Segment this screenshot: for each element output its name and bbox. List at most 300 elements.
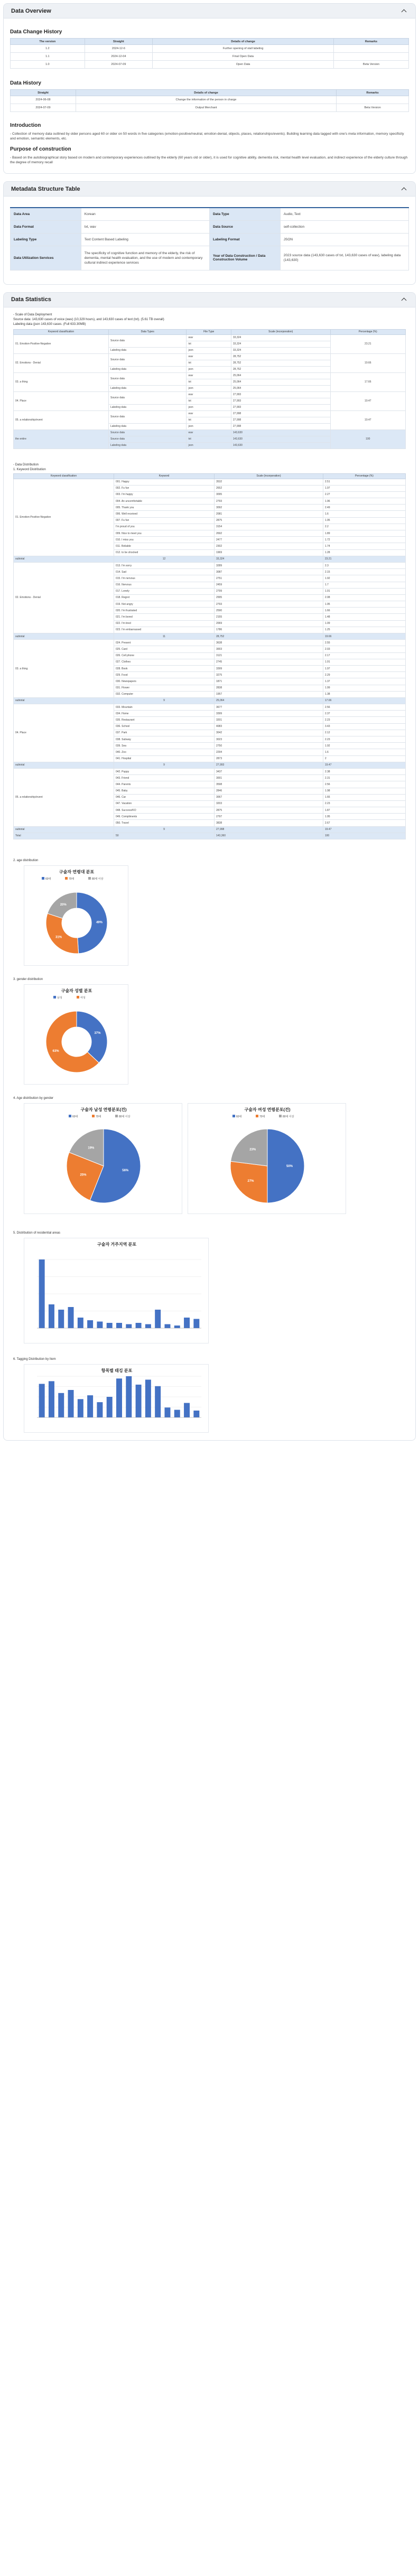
scale-line: Source data: 143,630 cases of voice (wav) (10,329 hours), and 143,630 cases of text (txt). (5.61 TB overall) — [13, 318, 164, 321]
percentage-cell: 1.95 — [323, 814, 405, 820]
percentage-cell: 1.96 — [323, 498, 405, 505]
scale-cell: 2294 — [215, 749, 323, 755]
scale-cell: 4083 — [215, 723, 323, 730]
scale-cell: 3677 — [215, 704, 323, 711]
table-cell: Final Open Data — [153, 53, 334, 61]
scale-cell: 2652 — [215, 485, 323, 491]
figure-title: 2. age distribution — [13, 859, 39, 862]
purpose-title: Purpose of construction — [10, 146, 71, 152]
chart-title: 항목별 태깅 분포 — [101, 1368, 133, 1373]
metadata-value: self-collection — [280, 220, 408, 233]
metadata-key: Year of Data Construction / Data Construction Volume — [209, 246, 280, 270]
subtotal-row — [14, 633, 406, 640]
percentage-cell: 1.98 — [323, 788, 405, 794]
bar — [184, 1403, 190, 1417]
file-type-cell: txt — [187, 417, 231, 423]
metadata-key: Data Area — [11, 208, 81, 220]
slice-label: 56% — [122, 1169, 129, 1172]
scale-cell: 27,993 — [231, 404, 330, 410]
keyword-cell: 029. Food — [114, 672, 215, 678]
scale-cell: 2799 — [215, 588, 323, 594]
total-cell: Total — [14, 833, 114, 839]
scale-cell: 2751 — [215, 575, 323, 582]
scale-cell: 27,993 — [231, 391, 330, 398]
data-type-cell: Source data — [109, 372, 187, 385]
bar — [155, 1386, 161, 1417]
subtotal-count: 12 — [114, 556, 215, 562]
subtotal-pct: 17.66 — [323, 697, 405, 704]
percentage-cell: 1.37 — [323, 678, 405, 685]
legend-swatch — [256, 1115, 258, 1117]
keyword-cell: 020. I'm frustrated — [114, 608, 215, 614]
bar — [97, 1402, 103, 1417]
keyword-cell: 045. Baby — [114, 788, 215, 794]
percentage-cell: 2.29 — [323, 672, 405, 678]
distribution-line: 1. Keyword Distribution — [13, 468, 46, 471]
scale-cell: 3154 — [215, 524, 323, 530]
percentage-cell: 1.48 — [323, 614, 405, 620]
keyword-class-cell: 05. a relationship/event — [14, 768, 114, 826]
table-row — [11, 45, 409, 53]
file-type-cell: json — [187, 347, 231, 353]
keyword-cell: 044. Parents — [114, 781, 215, 788]
keyword-cell: 037. Park — [114, 730, 215, 736]
bar — [39, 1384, 45, 1417]
metadata-key: Data Source — [209, 220, 280, 233]
percentage-cell: 1.91 — [323, 659, 405, 665]
metadata-section — [3, 181, 416, 285]
bar — [193, 1319, 199, 1329]
table-cell: Beta Version — [334, 61, 409, 69]
column-header: Remarks — [337, 90, 409, 96]
chart-title: 구술자 연령대 분포 — [59, 870, 95, 874]
keyword-cell: 050. Travel — [114, 820, 215, 826]
chevron-up-icon[interactable] — [401, 7, 408, 15]
keyword-cell: 003. I'm happy — [114, 491, 215, 498]
scale-table — [13, 329, 406, 449]
keyword-cell: 031. Flower — [114, 685, 215, 691]
keyword-class-cell: 05. a relationship/event — [14, 410, 109, 430]
table-cell: 1.0 — [11, 61, 85, 69]
legend-label: 60대 — [45, 878, 51, 881]
keyword-cell: 027. Clothes — [114, 659, 215, 665]
metadata-value: Korean — [81, 208, 209, 220]
percentage-cell: 1.97 — [323, 665, 405, 671]
keyword-class-cell: 04. Place — [14, 704, 114, 762]
scale-cell: 1786 — [215, 627, 323, 633]
keyword-cell: 011. Reliable — [114, 543, 215, 549]
bar — [126, 1376, 132, 1417]
scale-cell: 33,324 — [231, 341, 330, 347]
tagging-figure — [24, 1364, 209, 1433]
slice-label: 63% — [52, 1050, 59, 1053]
section-title: Data Overview — [11, 7, 51, 14]
keyword-cell: 006. Well received — [114, 511, 215, 517]
file-type-cell: wav — [187, 391, 231, 398]
file-type-cell: txt — [187, 379, 231, 385]
table-row — [14, 479, 406, 485]
metadata-row — [11, 233, 409, 246]
metadata-key: Data Format — [11, 220, 81, 233]
pie-slice — [77, 1011, 107, 1063]
percentage-cell: 2.23 — [323, 717, 405, 723]
bar — [174, 1410, 180, 1417]
scale-cell: 2995 — [215, 594, 323, 601]
keyword-class-cell: 03. a thing — [14, 372, 109, 391]
keyword-cell: 016. Nervous — [114, 582, 215, 588]
scale-cell: 28,752 — [231, 360, 330, 366]
chart-title: 구술자 거주지역 분포 — [97, 1242, 136, 1247]
keyword-cell: 025. Card — [114, 646, 215, 652]
subtotal-row — [14, 697, 406, 704]
bar — [39, 1259, 45, 1328]
male-age-pie-chart — [24, 1104, 183, 1215]
scale-cell: 3023 — [215, 736, 323, 743]
section-title: Metadata Structure Table — [11, 185, 80, 192]
subtotal-pct: 19.47 — [323, 762, 405, 768]
column-header: The version — [11, 39, 85, 45]
subtotal-row — [14, 556, 406, 562]
scale-cell: 28,752 — [231, 353, 330, 360]
figure-title: 5. Distribution of residential areas — [13, 1231, 61, 1235]
keyword-cell: 023. I'm embarrassed — [114, 627, 215, 633]
keyword-class-cell: 02. Emotions - Denial — [14, 353, 109, 372]
legend-label: 80대 이상 — [283, 1115, 294, 1118]
data-type-cell: Source data — [109, 436, 187, 442]
table-row — [11, 53, 409, 61]
bar — [174, 1326, 180, 1328]
column-header: Percentage (%) — [323, 473, 405, 479]
bar — [145, 1324, 151, 1329]
metadata-key: Labeling Type — [11, 233, 81, 246]
metadata-value: txt, wav — [81, 220, 209, 233]
keyword-cell: 014. Sad — [114, 569, 215, 575]
file-type-cell: wav — [187, 353, 231, 360]
column-header: Straight — [85, 39, 153, 45]
metadata-value: Audio, Text — [280, 208, 408, 220]
scale-cell: 2750 — [215, 743, 323, 749]
scale-cell: 2873 — [215, 755, 323, 762]
female-age-pie-chart — [188, 1104, 347, 1215]
scale-cell: 3087 — [215, 569, 323, 575]
total-cell: 100 — [323, 833, 405, 839]
data-type-cell: Labeling data — [109, 404, 187, 410]
scale-cell: 2745 — [215, 659, 323, 665]
subtotal-count: 9 — [114, 697, 215, 704]
scale-cell: 2793 — [215, 498, 323, 505]
slice-label: 31% — [55, 936, 62, 939]
data-history-table — [10, 89, 409, 112]
file-type-cell: json — [187, 404, 231, 410]
keyword-cell: 035. Restaurant — [114, 717, 215, 723]
bar — [58, 1310, 64, 1328]
keyword-class-cell: 01. Emotion-Positive-Negative — [14, 334, 109, 353]
bar — [126, 1324, 132, 1329]
keyword-cell: 009. Nice to meet you — [114, 530, 215, 537]
subtotal-pct: 19.66 — [323, 633, 405, 640]
column-header: Keyword classification — [14, 473, 114, 479]
scale-cell: 2692 — [215, 530, 323, 537]
scale-cell: 25,064 — [231, 379, 330, 385]
scale-cell: 3042 — [215, 730, 323, 736]
metadata-table — [10, 207, 409, 270]
bar — [164, 1407, 170, 1417]
percentage-cell: 2.51 — [323, 479, 405, 485]
percentage-cell: 2.49 — [323, 505, 405, 511]
metadata-header[interactable] — [4, 182, 415, 197]
age-pie-chart — [24, 866, 129, 966]
scale-cell: 143,630 — [231, 442, 330, 449]
subtotal-label: subtotal — [14, 826, 114, 833]
gender-distribution-figure — [24, 984, 128, 1085]
percentage-cell: 1.09 — [323, 620, 405, 627]
bar — [136, 1385, 142, 1417]
subtotal-count: 11 — [114, 633, 215, 640]
file-type-cell: wav — [187, 334, 231, 341]
figure-title: 4. Age distribution by gender — [13, 1097, 54, 1100]
bar — [87, 1320, 93, 1328]
slice-label: 19% — [88, 1146, 95, 1150]
scale-cell: 2302 — [215, 543, 323, 549]
scale-cell: 28,752 — [231, 366, 330, 372]
legend-label: 남성 — [57, 996, 62, 1000]
bar — [49, 1304, 54, 1328]
percentage-cell: 1.7 — [323, 582, 405, 588]
scale-cell: 2155 — [215, 614, 323, 620]
table-row — [14, 334, 406, 341]
column-header: Scale (incorporation) — [215, 473, 323, 479]
data-overview-header[interactable] — [4, 4, 415, 18]
percentage-cell: 2.56 — [323, 704, 405, 711]
bar — [164, 1324, 170, 1329]
column-header: Details of change — [153, 39, 334, 45]
data-type-cell: Labeling data — [109, 423, 187, 430]
percentage-cell: 2.3 — [323, 562, 405, 568]
scale-cell: 2875 — [215, 807, 323, 814]
pie-slice — [77, 892, 107, 954]
keyword-cell: 032. Computer — [114, 691, 215, 697]
figure-title: 3. gender distribution — [13, 978, 43, 981]
pie-slice — [46, 913, 79, 954]
chart-title: 구술자 성별 분포 — [61, 988, 92, 993]
column-header: Scale (incorporation) — [231, 329, 330, 334]
column-header: Keyword — [114, 473, 215, 479]
subtotal-pct: 23.21 — [323, 556, 405, 562]
purpose-text: - Based on the autobiographical story based on modern and contemporary experiences outlined by the elderly (60 years old or older), it is used for cognitive ability, dementia risk, mental health level evaluation, and indirect experience of the elderly culture through the degree of memory recall — [10, 156, 408, 164]
table-cell: Change the information of the person in charge — [76, 96, 336, 104]
scale-cell: 3001 — [215, 775, 323, 781]
legend-label: 80대 이상 — [92, 878, 104, 881]
scale-cell: 2081 — [215, 511, 323, 517]
keyword-cell: 022. I'm tired — [114, 620, 215, 627]
metadata-row — [11, 220, 409, 233]
legend-swatch — [42, 877, 44, 880]
data-type-cell: Labeling data — [109, 347, 187, 353]
keyword-cell: 012. to be shocked — [114, 549, 215, 556]
scale-cell: 1969 — [215, 549, 323, 556]
subtotal-scale: 28,752 — [215, 633, 323, 640]
change-history-table — [10, 38, 409, 69]
column-header: Percentage (%) — [330, 329, 405, 334]
bar — [155, 1310, 161, 1328]
statistics-header[interactable] — [4, 293, 415, 307]
slice-label: 50% — [286, 1165, 293, 1168]
scale-cell: 3203 — [215, 800, 323, 807]
legend-label: 70대 — [259, 1115, 265, 1118]
legend-swatch — [232, 1115, 235, 1117]
file-type-cell: wav — [187, 430, 231, 436]
metadata-value: JSON — [280, 233, 408, 246]
table-cell: 2024-12-6 — [85, 45, 153, 53]
keyword-cell: 019. Not angry — [114, 601, 215, 608]
keyword-class-cell: 02. Emotions - Denial — [14, 562, 114, 633]
scale-cell: 2875 — [215, 517, 323, 524]
table-row — [14, 410, 406, 417]
keyword-cell: 041. Hospital — [114, 755, 215, 762]
file-type-cell: wav — [187, 372, 231, 379]
keyword-cell: 026. Cell phone — [114, 652, 215, 659]
bar — [107, 1323, 113, 1328]
percentage-cell: 2.12 — [323, 730, 405, 736]
chart-title: 구술자 남성 연령분포(건) — [80, 1107, 127, 1112]
column-header: Details of change — [76, 90, 336, 96]
percentage-cell: 2.37 — [323, 711, 405, 717]
keyword-cell: 042. Puppy — [114, 768, 215, 774]
keyword-cell: 013. I'm sorry — [114, 562, 215, 568]
keyword-cell: 034. Home — [114, 711, 215, 717]
chevron-up-icon[interactable] — [401, 185, 408, 193]
table-cell: 2024-06-08 — [11, 96, 76, 104]
chevron-up-icon[interactable] — [401, 296, 408, 303]
figure-title: 6. Tagging Distribution by Item — [13, 1358, 56, 1361]
subtotal-scale: 27,993 — [215, 762, 323, 768]
percentage-cell: 1.74 — [323, 543, 405, 549]
legend-label: 80대 이상 — [119, 1115, 131, 1118]
scale-cell: 143,630 — [231, 430, 330, 436]
scale-cell: 27,998 — [231, 410, 330, 417]
keyword-cell: 028. Book — [114, 665, 215, 671]
legend-swatch — [88, 877, 91, 880]
scale-cell: 3275 — [215, 672, 323, 678]
column-header: File Type — [187, 329, 231, 334]
keyword-cell: 049. Compliments — [114, 814, 215, 820]
table-cell: 2024-07-09 — [11, 104, 76, 112]
bar — [145, 1380, 151, 1418]
percentage-cell: 1.95 — [323, 517, 405, 524]
legend-swatch — [92, 1115, 95, 1117]
scale-cell: 33,324 — [231, 347, 330, 353]
bar — [68, 1307, 74, 1328]
female-age-figure — [188, 1103, 346, 1214]
gender-pie-chart — [24, 985, 129, 1085]
file-type-cell: json — [187, 366, 231, 372]
keyword-class-cell: the entire — [14, 430, 109, 449]
legend-label: 70대 — [96, 1115, 101, 1118]
data-type-cell: Source data — [109, 430, 187, 436]
file-type-cell: txt — [187, 360, 231, 366]
legend-label: 여성 — [80, 996, 86, 1000]
bar — [97, 1322, 103, 1329]
scale-cell: 3067 — [215, 794, 323, 800]
file-type-cell: txt — [187, 398, 231, 404]
keyword-cell: 030. Newspapers — [114, 678, 215, 685]
scale-cell: 143,630 — [231, 436, 330, 442]
table-row — [14, 640, 406, 646]
percentage-cell: 1.72 — [323, 537, 405, 543]
total-cell: 50 — [114, 833, 215, 839]
scale-cell: 3201 — [215, 717, 323, 723]
slice-label: 27% — [247, 1179, 254, 1183]
file-type-cell: txt — [187, 436, 231, 442]
subtotal-label: subtotal — [14, 633, 114, 640]
scale-cell: 3095 — [215, 491, 323, 498]
bar — [78, 1399, 83, 1417]
percentage-cell: 1.66 — [323, 794, 405, 800]
percentage-cell: 1.28 — [323, 549, 405, 556]
bar — [136, 1323, 142, 1328]
bar — [87, 1395, 93, 1417]
percentage-cell: 1.89 — [323, 530, 405, 537]
percentage-cell: 2.27 — [323, 491, 405, 498]
percentage-cell: 1.6 — [323, 749, 405, 755]
keyword-cell: 036. School — [114, 723, 215, 730]
bar — [107, 1397, 113, 1417]
scale-cell: 3092 — [215, 505, 323, 511]
subtotal-scale: 33,324 — [215, 556, 323, 562]
scale-cell: 3437 — [215, 768, 323, 774]
pie-slice — [231, 1129, 267, 1166]
table-row — [11, 96, 409, 104]
data-type-cell: Source data — [109, 353, 187, 366]
data-history-title: Data History — [10, 80, 41, 86]
percentage-cell: 2.23 — [323, 800, 405, 807]
slice-label: 49% — [96, 921, 103, 925]
scale-cell: 2459 — [215, 582, 323, 588]
keyword-cell: 043. Friend — [114, 775, 215, 781]
scale-cell: 3838 — [215, 820, 323, 826]
percentage-cell: 1.38 — [323, 691, 405, 697]
bar — [49, 1381, 54, 1417]
table-row — [14, 430, 406, 436]
bar — [193, 1411, 199, 1417]
table-row — [11, 61, 409, 69]
keyword-cell: 002. Fu fun — [114, 485, 215, 491]
scale-cell: 27,998 — [231, 417, 330, 423]
subtotal-row — [14, 826, 406, 833]
percentage-cell: 19.66 — [330, 353, 405, 372]
table-row — [14, 562, 406, 568]
keyword-class-cell: 04. Place — [14, 391, 109, 410]
subtotal-label: subtotal — [14, 556, 114, 562]
keyword-cell: 015. I'm nervous — [114, 575, 215, 582]
keyword-cell: 048. Success/KO — [114, 807, 215, 814]
percentage-cell: 19.47 — [330, 391, 405, 410]
data-statistics-section — [3, 292, 416, 1441]
data-type-cell: Source data — [109, 410, 187, 423]
residential-figure — [24, 1238, 209, 1343]
scale-cell: 27,998 — [231, 423, 330, 430]
metadata-row — [11, 208, 409, 220]
scale-line: - Scale of Data Deployment — [13, 313, 52, 316]
data-type-cell: Labeling data — [109, 442, 187, 449]
chart-title: 구술자 여성 연령분포(건) — [244, 1107, 291, 1112]
scale-cell: 3399 — [215, 665, 323, 671]
bar — [116, 1323, 122, 1328]
keyword-cell: 007. Fu fun — [114, 517, 215, 524]
percentage-cell: 1.87 — [323, 807, 405, 814]
table-cell: 1.2 — [11, 45, 85, 53]
percentage-cell: 1.6 — [323, 511, 405, 517]
